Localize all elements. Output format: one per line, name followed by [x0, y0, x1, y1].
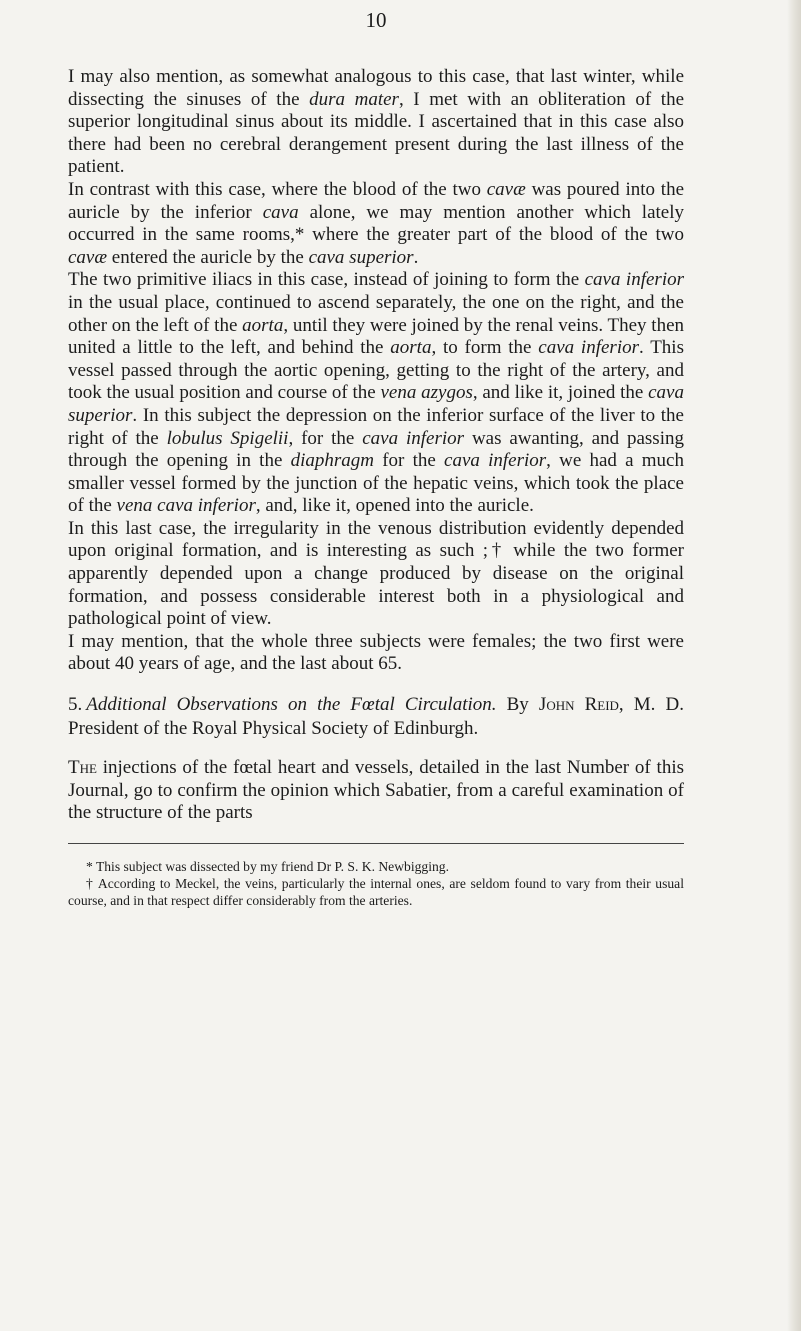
text-span: In this last case, the irregularity in the venous distribution evidently depended upon original formation, and is interesting as such ;† while the two former apparently depended upon a change produced by disease on the original formation, and possess considerable interest both in a physiological and pathological point of view.: [68, 517, 684, 630]
italic-term: cava inferior: [444, 450, 547, 472]
footnote-dagger: † According to Meckel, the veins, particularly the internal ones, are seldom found to vary from their usual course, and in that respect differ considerably from the arteries.: [68, 875, 684, 908]
section-title: Additional Observations on the Fœtal Circulation.: [86, 694, 497, 716]
italic-term: cava superior: [308, 246, 414, 268]
text-span: was poured into the auricle by the inferior: [68, 178, 685, 223]
text-span: injections of the fœtal heart and vessels, detailed in the last Number of this Journal, go to confirm the opinion which Sabatier, from a careful examination of the structure of the parts: [68, 757, 684, 824]
text-span: in the usual place, continued to ascend separately, the one on the right, and the other on the left of the: [68, 291, 684, 336]
text-span: alone, we may mention another which lately occurred in the same rooms,* where the greater part of the blood of the two: [68, 201, 684, 246]
italic-term: cava superior: [68, 382, 684, 426]
italic-term: cavæ: [68, 246, 108, 268]
text-span: I may mention, that the whole three subjects were females; the two first were about 40 years of age, and the last about 65.: [68, 630, 684, 675]
italic-term: cava: [262, 201, 299, 223]
text-span: In contrast with this case, where the blood of the two: [68, 178, 487, 200]
paragraph-irregularity: [68, 518, 684, 631]
italic-term: vena cava inferior: [116, 495, 256, 517]
lead-word: The: [68, 757, 97, 779]
italic-term: lobulus Spigelii: [166, 427, 289, 449]
text-span: , to form the: [431, 337, 539, 359]
section-number: 5.: [68, 694, 83, 716]
footnotes: [68, 858, 684, 909]
paragraph-iliacs: [68, 269, 684, 518]
section-author: John Reid: [538, 694, 619, 716]
text-span: I may also mention, as somewhat analogous to this case, that last winter, while dissecting the sinuses of the: [68, 66, 684, 110]
text-span: .: [413, 246, 419, 268]
section-author-credentials: , M. D. President of the Royal Physical Society of Edinburgh.: [68, 694, 684, 740]
book-page: [68, 0, 684, 909]
text-span: was awanting, and passing through the opening in the: [68, 427, 684, 472]
page-number: 10: [365, 8, 387, 32]
text-span: entered the auricle by the: [107, 246, 309, 268]
italic-term: dura mater: [309, 88, 399, 110]
text-span: The two primitive iliacs in this case, instead of joining to form the: [68, 269, 585, 291]
section-heading: [68, 693, 684, 741]
paragraph-subjects: [68, 631, 684, 676]
italic-term: cava inferior: [362, 427, 465, 449]
footnote-asterisk: * This subject was dissected by my friend Dr P. S. K. Newbigging.: [86, 858, 449, 874]
text-span: . This vessel passed through the aortic opening, getting to the right of the artery, and took the usual position and course of the: [68, 337, 684, 404]
text-span: for the: [374, 450, 445, 472]
italic-term: diaphragm: [290, 450, 374, 472]
italic-term: aorta: [242, 314, 284, 336]
paragraph-sinus-obliteration: [68, 66, 684, 179]
text-span: , until they were joined by the renal veins. They then united a little to the left, and behind the: [68, 314, 685, 359]
page-edge-shadow: [787, 0, 801, 1331]
text-span: , and like it, joined the: [472, 382, 649, 404]
text-span: , I met with an obliteration of the superior longitudinal sinus about its middle. I ascertained that in this case also there had been no cerebral derangement present during the last illness of the patient.: [68, 88, 684, 178]
italic-term: cava inferior: [584, 269, 684, 291]
section-by: By: [496, 694, 539, 716]
footnote-divider: [68, 843, 684, 844]
italic-term: cavæ: [486, 178, 526, 200]
text-span: , for the: [288, 427, 363, 449]
italic-term: vena azygos: [380, 382, 473, 404]
paragraph-foetal-injections: [68, 757, 684, 825]
italic-term: aorta: [390, 337, 432, 359]
italic-term: cava inferior: [538, 337, 639, 359]
text-span: , we had a much smaller vessel formed by the junction of the hepatic veins, which took the place of the: [68, 450, 684, 517]
text-span: . In this subject the depression on the inferior surface of the liver to the right of the: [68, 404, 684, 449]
text-span: , and, like it, opened into the auricle.: [255, 495, 534, 517]
paragraph-contrast-case: [68, 179, 684, 269]
